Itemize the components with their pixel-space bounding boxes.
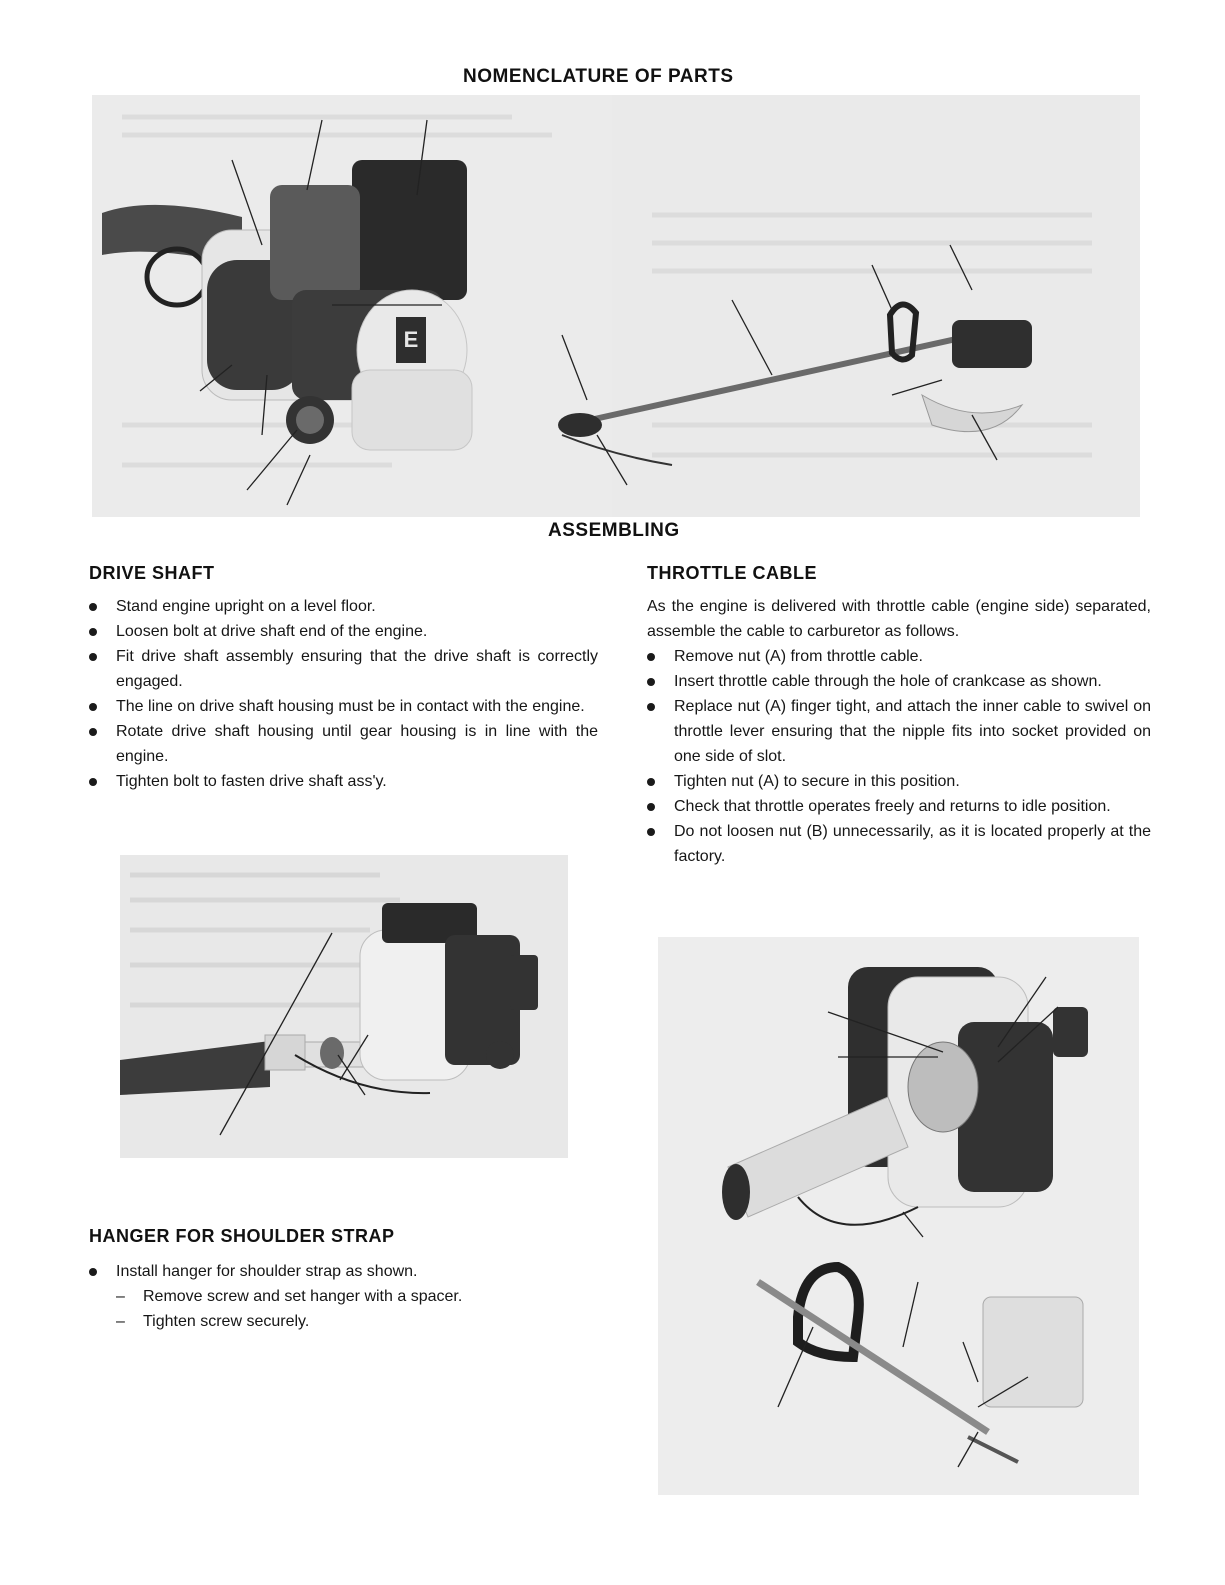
list-item: – Remove screw and set hanger with a spacer. (116, 1284, 556, 1309)
list-item: Do not loosen nut (B) unnecessarily, as it is located properly at the factory. (647, 819, 1151, 869)
throttle-cable-intro: As the engine is delivered with throttle cable (engine side) separated, assemble the cable to carburetor as follows. (647, 598, 1151, 640)
assembling-title: ASSEMBLING (548, 520, 680, 541)
drive-shaft-heading: DRIVE SHAFT (89, 563, 215, 583)
list-item: Insert throttle cable through the hole of crankcase as shown. (647, 669, 1151, 694)
page-title: NOMENCLATURE OF PARTS (463, 66, 734, 87)
brand-logo-letter: E (403, 327, 419, 352)
hanger-steps (89, 1259, 549, 1284)
throttle-cable-steps (647, 644, 1151, 869)
list-item: Remove nut (A) from throttle cable. (647, 644, 1151, 669)
hanger-heading: HANGER FOR SHOULDER STRAP (89, 1226, 395, 1246)
list-item: Tighten nut (A) to secure in this position. (647, 769, 1151, 794)
throttle-cable-photo (658, 937, 1139, 1495)
list-item: The line on drive shaft housing must be in contact with the engine. (89, 694, 598, 719)
throttle-cable-heading: THROTTLE CABLE (647, 563, 817, 583)
list-item: Fit drive shaft assembly ensuring that the drive shaft is correctly engaged. (89, 644, 598, 694)
nomenclature-photo (92, 95, 1140, 517)
list-item: Tighten bolt to fasten drive shaft ass'y. (89, 769, 598, 794)
list-item: Check that throttle operates freely and returns to idle position. (647, 794, 1151, 819)
list-item: Replace nut (A) finger tight, and attach the inner cable to swivel on throttle lever ensuring that the nipple fits into socket provided on one side of slot. (647, 694, 1151, 769)
list-item: Install hanger for shoulder strap as shown. (89, 1259, 549, 1284)
list-item: Loosen bolt at drive shaft end of the engine. (89, 619, 598, 644)
list-item: – Tighten screw securely. (116, 1309, 556, 1334)
drive-shaft-photo (120, 855, 568, 1158)
drive-shaft-steps (89, 594, 598, 794)
list-item: Stand engine upright on a level floor. (89, 594, 598, 619)
hanger-substeps (116, 1284, 556, 1334)
list-item: Rotate drive shaft housing until gear housing is in line with the engine. (89, 719, 598, 769)
